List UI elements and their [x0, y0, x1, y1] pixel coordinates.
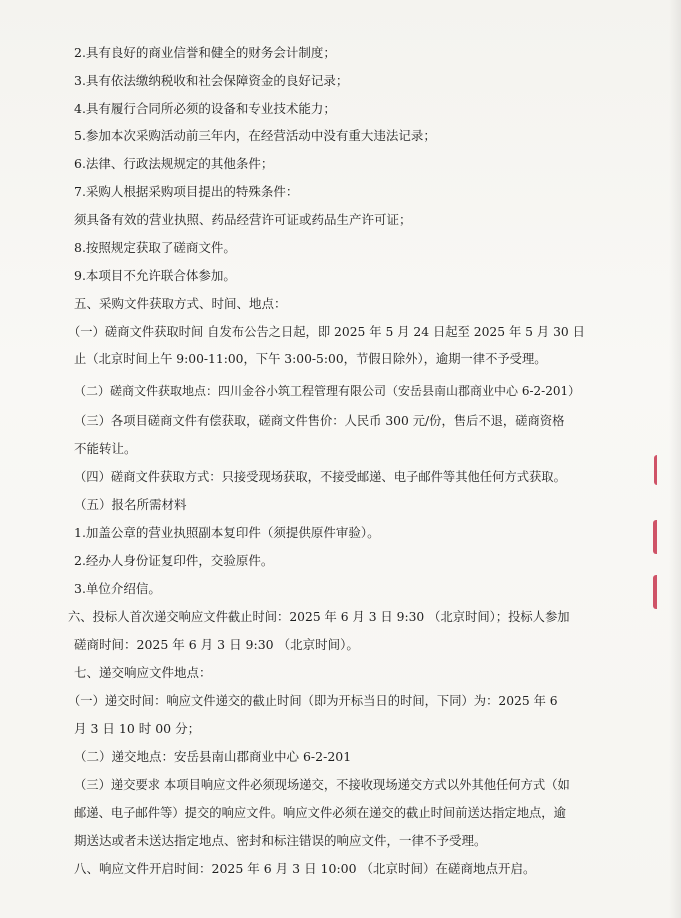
doc-line-28: 邮递、电子邮件等）提交的响应文件。响应文件必须在递交的截止时间前送达指定地点，逾: [74, 806, 566, 820]
doc-line-7: 须具备有效的营业执照、药品经营许可证或药品生产许可证；: [74, 212, 412, 227]
doc-line-14: （三）各项目磋商文件有偿获取，磋商文件售价：人民币 300 元/份，售后不退，磋商资格: [74, 414, 565, 428]
doc-line-15: 不能转让。: [74, 441, 137, 456]
doc-line-5: 6.法律、行政法规规定的其他条件；: [74, 156, 274, 171]
doc-line-26: （二）递交地点：安岳县南山郡商业中心 6-2-201: [74, 749, 352, 764]
doc-line-22: 磋商时间：2025 年 6 月 3 日 9:30 （北京时间）。: [74, 637, 359, 652]
page-edge-shadow: [669, 0, 681, 918]
doc-line-8: 8.按照规定获取了磋商文件。: [74, 240, 236, 255]
doc-line-13: （二）磋商文件获取地点：四川金谷小筑工程管理有限公司（安岳县南山郡商业中心 6-2-201）: [74, 384, 581, 398]
doc-line-24: （一）递交时间：响应文件递交的截止时间（即为开标当日的时间，下同）为：2025 年 6: [68, 694, 558, 708]
doc-line-2: 3.具有依法缴纳税收和社会保障资金的良好记录；: [74, 73, 349, 88]
doc-line-3: 4.具有履行合同所必须的设备和专业技术能力；: [74, 101, 336, 116]
doc-line-17: （五）报名所需材料: [74, 497, 187, 512]
section-heading-8: 八、响应文件开启时间：2025 年 6 月 3 日 10:00 （北京时间）在磋商地点开启。: [74, 861, 536, 876]
section-heading-6: 六、投标人首次递交响应文件截止时间：2025 年 6 月 3 日 9:30 （北京时间）；投标人参加: [68, 610, 570, 624]
doc-line-1: 2.具有良好的商业信誉和健全的财务会计制度；: [74, 45, 336, 60]
doc-line-29: 期送达或者未送达指定地点、密封和标注错误的响应文件，一律不予受理。: [74, 833, 487, 848]
doc-line-27: （三）递交要求 本项目响应文件必须现场递交，不接收现场递交方式以外其他任何方式（如: [74, 778, 570, 792]
doc-line-12: 止（北京时间上午 9:00-11:00，下午 3:00-5:00，节假日除外），逾期一律不予受理。: [74, 352, 547, 366]
section-heading-7: 七、递交响应文件地点：: [74, 665, 212, 680]
doc-line-16: （四）磋商文件获取方式：只接受现场获取，不接受邮递、电子邮件等其他任何方式获取。: [74, 470, 566, 484]
doc-line-9: 9.本项目不允许联合体参加。: [74, 268, 236, 283]
doc-line-6: 7.采购人根据采购项目提出的特殊条件：: [74, 184, 299, 199]
doc-line-18: 1.加盖公章的营业执照副本复印件（须提供原件审验）。: [74, 525, 380, 540]
section-heading-5: 五、采购文件获取方式、时间、地点：: [74, 296, 287, 311]
doc-line-20: 3.单位介绍信。: [74, 581, 161, 596]
doc-line-25: 月 3 日 10 时 00 分；: [74, 721, 201, 736]
doc-line-4: 5.参加本次采购活动前三年内，在经营活动中没有重大违法记录；: [74, 128, 436, 143]
doc-line-19: 2.经办人身份证复印件，交验原件。: [74, 553, 274, 568]
doc-line-11: （一）磋商文件获取时间 自发布公告之日起，即 2025 年 5 月 24 日起至 2025 年 5 月 30 日: [68, 325, 585, 339]
